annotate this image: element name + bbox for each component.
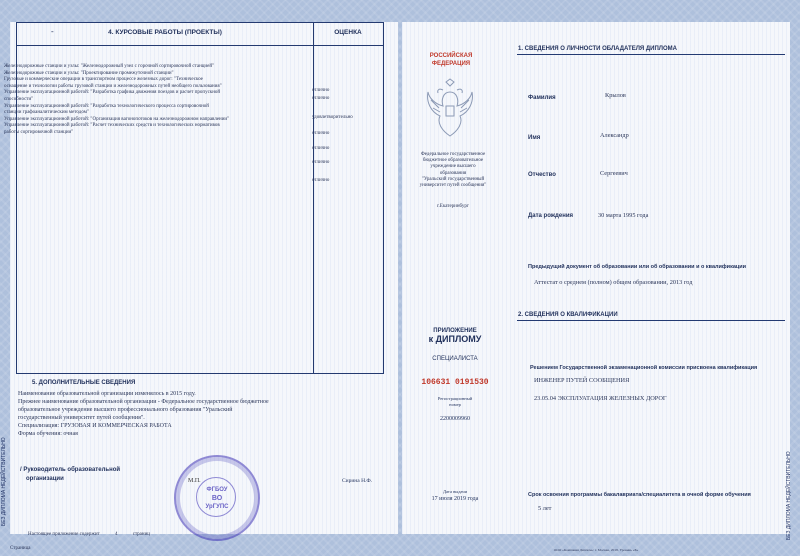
registration-label (412, 396, 498, 408)
registration-number: 2200009960 (440, 416, 470, 422)
page-count-label: Настоящее приложение содержит (28, 532, 100, 537)
program-value: 23.05.04 ЭКСПЛУАТАЦИЯ ЖЕЛЕЗНЫХ ДОРОГ (534, 395, 667, 402)
issue-date-label: Дата выдачи (442, 489, 468, 494)
additional-info-line: государственный университет путей сообщения". (18, 415, 145, 421)
header-dot: - (51, 27, 54, 36)
page-label: Страница (10, 546, 31, 551)
page-count-value: 4 (114, 532, 118, 537)
coursework-row: станции графоаналитическим методом" (4, 110, 89, 116)
study-term-value: 5 лет (538, 505, 552, 512)
name-label: Имя (528, 135, 541, 141)
grade-column-header: ОЦЕНКА (334, 29, 362, 36)
birth-date-label: Дата рождения (528, 213, 574, 219)
org-line: Федеральное государственное (420, 152, 486, 157)
qualification-value: ИНЖЕНЕР ПУТЕЙ СООБЩЕНИЯ (534, 377, 630, 384)
appendix-line: ПРИЛОЖЕНИЕ (433, 328, 477, 334)
divider (517, 54, 785, 55)
coursework-row: оснащение и технологии работы грузовой станции и железнодорожных путей необщего пользования" (4, 83, 222, 89)
coat-of-arms-icon (425, 78, 475, 140)
personal-section-title: 1. СВЕДЕНИЯ О ЛИЧНОСТИ ОБЛАДАТЕЛЯ ДИПЛОМА (518, 46, 678, 52)
coursework-row: Управление эксплуатационной работой: "Расчет технических средств и технологических нормативов (4, 123, 220, 129)
grade-value: отлично (312, 131, 330, 136)
seal-text: ФГБОУ (206, 487, 228, 493)
head-signature-title (20, 466, 120, 484)
country-heading (420, 52, 482, 68)
registration-label-line: Регистрационный (437, 396, 473, 401)
commission-decision-label: Решением Государственной экзаменационной комиссии присвоена квалификация (530, 365, 758, 371)
city: г.Екатеринбург (437, 204, 469, 209)
additional-info-title: 5. ДОПОЛНИТЕЛЬНЫЕ СВЕДЕНИЯ (32, 380, 136, 386)
study-term-label: Срок освоения программы бакалавриата/специалитета в очной форме обучения (528, 492, 751, 498)
coursework-column-divider (313, 23, 314, 373)
divider (517, 320, 785, 321)
side-note-left: БЕЗ ДИПЛОМА НЕДЕЙСТВИТЕЛЬНО (1, 437, 7, 526)
additional-info-line: Прежнее наименование образовательной организации - Федеральное государственное бюджетное (18, 399, 269, 405)
degree-level: СПЕЦИАЛИСТА (432, 356, 478, 362)
coursework-row: Управление эксплуатационной работой: "Разработка графика движения поездов и расчет пропускной (4, 90, 221, 96)
surname-value: Крылов (605, 92, 626, 99)
previous-document-value: Аттестат о среднем (полном) общем образовании, 2013 год (534, 279, 693, 286)
grade-value: удовлетворительно (312, 115, 353, 120)
birth-date-value: 30 марта 1995 года (598, 212, 649, 219)
country-line: ФЕДЕРАЦИЯ (431, 61, 471, 67)
additional-info-line: Специализация: ГРУЗОВАЯ И КОММЕРЧЕСКАЯ РАБОТА (18, 423, 172, 429)
registration-label-line: номер (449, 402, 461, 407)
patronymic-value: Сергеевич (600, 170, 628, 177)
coursework-title: 4. КУРСОВЫЕ РАБОТЫ (ПРОЕКТЫ) (108, 29, 222, 36)
grade-value: отлично (312, 178, 330, 183)
seal-text: УрГУПС (205, 504, 229, 510)
additional-info-line: Форма обучения: очная (18, 431, 78, 437)
qualification-section-title: 2. СВЕДЕНИЯ О КВАЛИФИКАЦИИ (518, 312, 618, 318)
issuing-organization (418, 152, 488, 189)
official-seal (174, 455, 260, 541)
surname-label: Фамилия (528, 95, 556, 101)
appendix-title (412, 327, 498, 343)
country-line: РОССИЙСКАЯ (429, 53, 473, 59)
page-count-note (28, 532, 164, 537)
previous-document-label: Предыдущий документ об образовании или об образовании и о квалификации (528, 264, 747, 270)
grade-value: отлично (312, 96, 330, 101)
serial-number: 106631 0191530 (421, 378, 489, 387)
grade-value: отлично (312, 160, 330, 165)
org-line: учреждение высшего образования (430, 164, 476, 176)
head-title-line: / Руководитель образовательной (20, 467, 121, 473)
additional-info-body (18, 390, 358, 438)
coursework-row: способности" (4, 96, 34, 102)
issue-date: 17 июля 2019 года (431, 496, 479, 502)
additional-info-line: Наименование образовательной организации изменялось в 2015 году. (18, 391, 196, 397)
seal-text: ВО (211, 495, 223, 502)
coursework-row: Управление эксплуатационной работой: "Организация вагонопотоков на железнодорожном направлении" (4, 116, 230, 122)
org-line: бюджетное образовательное (422, 158, 484, 164)
side-note-right: БЕЗ ДИПЛОМА НЕДЕЙСТВИТЕЛЬНО (786, 451, 792, 540)
page-count-suffix: страниц (132, 532, 150, 537)
seal-place-mark: М.П. (188, 478, 201, 484)
patronymic-label: Отчество (528, 172, 556, 178)
additional-info-line: образовательное учреждение высшего профессионального образования "Уральский (18, 407, 233, 413)
org-line: "Уральский государственный (421, 176, 485, 182)
head-signature-name: Сирина Н.Ф. (342, 478, 373, 484)
grade-value: отлично (312, 88, 330, 93)
grade-value: отлично (312, 146, 330, 151)
printer-footer: ООО «Компания Диплом»: г. Москва, 2018. Уровень «Б» (553, 548, 639, 552)
appendix-line: к ДИПЛОМУ (428, 334, 482, 344)
coursework-row: Железнодорожные станции и узлы: "Железнодорожный узел с горочной сортировочной станцией" (4, 64, 215, 69)
coursework-row: Управление эксплуатационной работой: "Разработка технологического процесса сортировочной (4, 103, 209, 109)
coursework-row: Грузовые и коммерческие операции в транспортном процессе железных дорог: "Техническое (4, 77, 203, 83)
head-title-line: организации (26, 476, 64, 482)
org-line: университет путей сообщения" (419, 183, 487, 189)
coursework-row: работы сортировочной станции" (4, 129, 74, 135)
coursework-row: Железнодорожные станции и узлы: "Проектирование промежуточной станции" (4, 70, 174, 76)
coursework-list (4, 64, 294, 137)
name-value: Александр (600, 132, 629, 139)
